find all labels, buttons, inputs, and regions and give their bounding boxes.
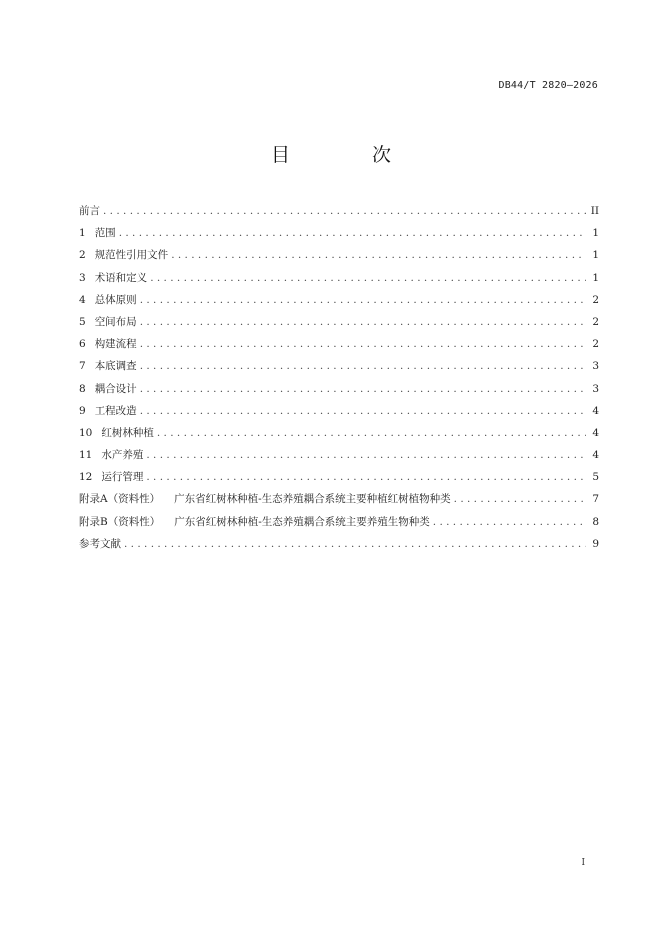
toc-leader-dots bbox=[433, 511, 586, 533]
document-code: DB44/T 2820—2026 bbox=[498, 80, 598, 91]
toc-entry-title: 前言 bbox=[79, 205, 100, 217]
toc-entry-page: 3 bbox=[592, 360, 599, 373]
toc-entry-8[interactable] bbox=[79, 378, 599, 400]
toc-entry-page: 4 bbox=[592, 404, 599, 417]
toc-entry-number: 7 bbox=[79, 360, 86, 373]
toc-entry-number: 9 bbox=[79, 404, 86, 417]
toc-entry-number: 5 bbox=[79, 315, 86, 328]
toc-entry-page: 4 bbox=[592, 426, 599, 439]
toc-entry-title: 运行管理 bbox=[101, 471, 144, 484]
toc-entry-number: 1 bbox=[79, 227, 86, 240]
toc-entry-3[interactable] bbox=[79, 267, 599, 289]
toc-leader-dots bbox=[140, 355, 586, 377]
toc-entry-title: 构建流程 bbox=[94, 338, 137, 351]
toc-entry-title: 术语和定义 bbox=[94, 271, 148, 284]
toc-entry-6[interactable] bbox=[79, 333, 599, 355]
toc-title: 目 次 bbox=[270, 144, 430, 166]
toc-entry-9[interactable] bbox=[79, 400, 599, 422]
toc-entry-1[interactable] bbox=[79, 222, 599, 244]
toc-entry-page: II bbox=[590, 205, 599, 217]
toc-entry-12[interactable] bbox=[79, 466, 599, 488]
toc-entry-5[interactable] bbox=[79, 311, 599, 333]
toc-entry-number: 附录B（资料性） bbox=[79, 515, 161, 528]
toc-entry-title: 规范性引用文件 bbox=[94, 249, 169, 262]
toc-entry-title: 耦合设计 bbox=[94, 382, 137, 395]
toc-leader-dots bbox=[146, 466, 586, 488]
toc-entry-number: 6 bbox=[79, 338, 86, 351]
toc-entry-page: 1 bbox=[592, 271, 599, 284]
toc-entry-title: 本底调查 bbox=[94, 360, 137, 373]
toc-entry-title: 工程改造 bbox=[94, 404, 137, 417]
toc-entry-page: 1 bbox=[592, 227, 599, 240]
toc-entry-appendix-b[interactable] bbox=[79, 511, 599, 533]
toc-entry-references[interactable] bbox=[79, 533, 599, 555]
toc-entry-page: 8 bbox=[592, 515, 599, 528]
toc-entry-page: 2 bbox=[592, 315, 599, 328]
toc-leader-dots bbox=[103, 200, 586, 222]
table-of-contents bbox=[79, 200, 599, 555]
toc-leader-dots bbox=[140, 311, 586, 333]
toc-entry-11[interactable] bbox=[79, 444, 599, 466]
toc-leader-dots bbox=[157, 422, 586, 444]
toc-entry-number: 4 bbox=[79, 293, 86, 306]
toc-entry-title: 总体原则 bbox=[94, 293, 137, 306]
toc-entry-page: 2 bbox=[592, 338, 599, 351]
toc-entry-page: 5 bbox=[592, 471, 599, 484]
toc-entry-4[interactable] bbox=[79, 289, 599, 311]
toc-entry-number: 附录A（资料性） bbox=[79, 493, 161, 506]
toc-entry-page: 2 bbox=[592, 293, 599, 306]
toc-entry-foreword[interactable] bbox=[79, 200, 599, 222]
toc-entry-number: 12 bbox=[79, 471, 93, 484]
toc-entry-page: 7 bbox=[592, 493, 599, 506]
toc-entry-title: 广东省红树林种植-生态养殖耦合系统主要种植红树植物种类 bbox=[174, 493, 451, 506]
toc-entry-10[interactable] bbox=[79, 422, 599, 444]
toc-entry-title: 红树林种植 bbox=[101, 426, 154, 439]
toc-leader-dots bbox=[171, 244, 586, 266]
toc-entry-title: 广东省红树林种植-生态养殖耦合系统主要养殖生物种类 bbox=[174, 515, 430, 528]
toc-leader-dots bbox=[454, 488, 586, 510]
toc-leader-dots bbox=[140, 289, 586, 311]
toc-leader-dots bbox=[140, 400, 586, 422]
toc-entry-title: 空间布局 bbox=[94, 315, 137, 328]
toc-entry-title: 参考文献 bbox=[79, 537, 121, 550]
toc-leader-dots bbox=[119, 222, 586, 244]
toc-entry-2[interactable] bbox=[79, 244, 599, 266]
toc-leader-dots bbox=[140, 378, 586, 400]
toc-entry-page: 1 bbox=[592, 249, 599, 262]
toc-entry-page: 3 bbox=[592, 382, 599, 395]
page-number: I bbox=[581, 858, 585, 868]
toc-entry-number: 11 bbox=[79, 449, 93, 462]
toc-leader-dots bbox=[150, 267, 586, 289]
toc-entry-page: 4 bbox=[592, 449, 599, 462]
toc-leader-dots bbox=[124, 533, 586, 555]
toc-entry-title: 范围 bbox=[94, 227, 116, 240]
toc-leader-dots bbox=[140, 333, 586, 355]
toc-leader-dots bbox=[146, 444, 586, 466]
toc-entry-number: 2 bbox=[79, 249, 86, 262]
toc-entry-appendix-a[interactable] bbox=[79, 488, 599, 510]
toc-entry-page: 9 bbox=[592, 537, 599, 550]
toc-entry-number: 10 bbox=[79, 426, 93, 439]
toc-entry-number: 8 bbox=[79, 382, 86, 395]
toc-entry-title: 水产养殖 bbox=[101, 449, 144, 462]
toc-entry-7[interactable] bbox=[79, 355, 599, 377]
toc-entry-number: 3 bbox=[79, 271, 86, 284]
